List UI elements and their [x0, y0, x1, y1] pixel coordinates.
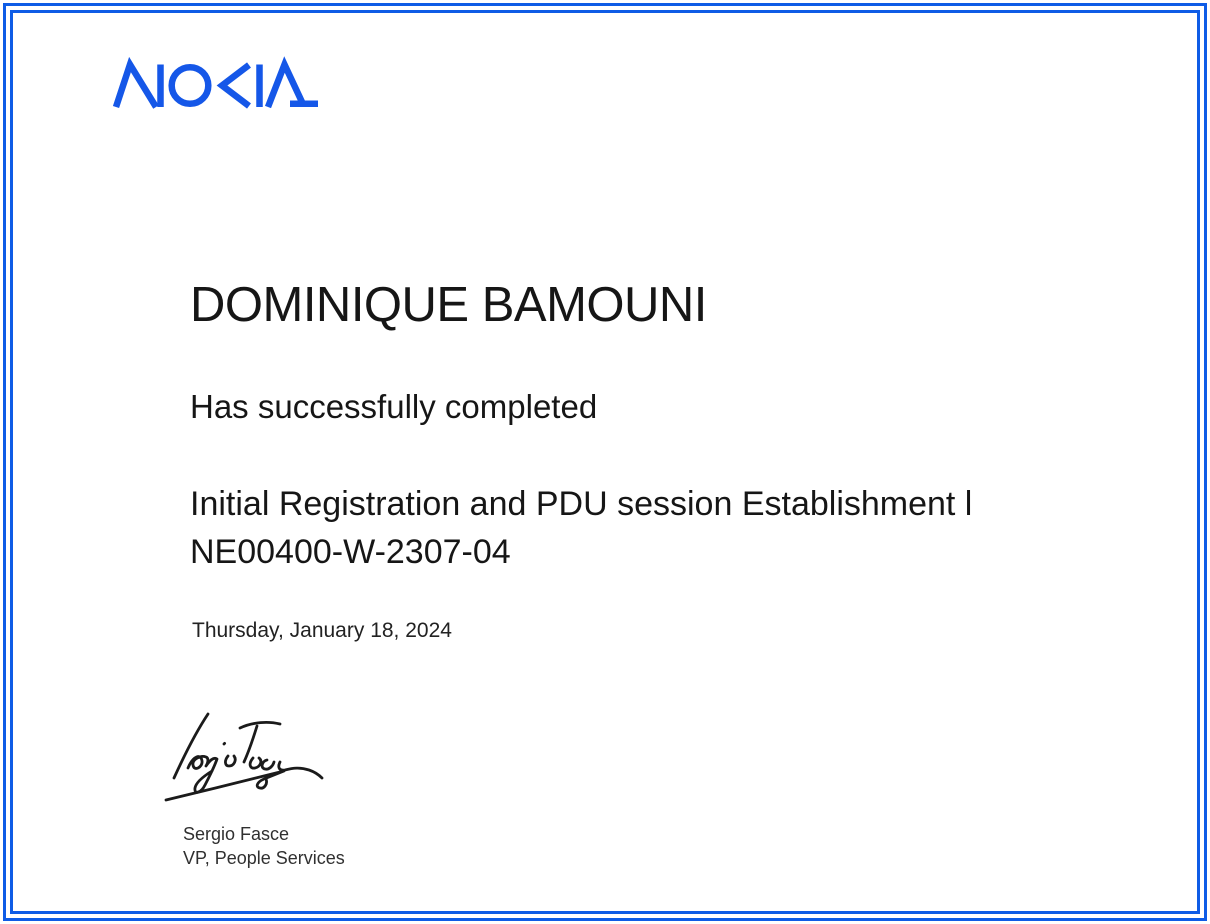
signer-block — [183, 822, 345, 870]
signature-icon — [158, 708, 350, 814]
signer-name: Sergio Fasce — [183, 824, 290, 844]
signer-title: VP, People Services — [183, 848, 345, 868]
nokia-logo-icon — [112, 61, 319, 107]
completion-text: Has successfully completed — [190, 388, 598, 425]
certificate-date: Thursday, January 18, 2024 — [192, 619, 452, 642]
signature-image — [158, 708, 350, 814]
recipient-name: DOMINIQUE BAMOUNI — [190, 278, 707, 332]
course-title: Initial Registration and PDU session Establishment l NE00400-W-2307-04 — [190, 485, 973, 571]
nokia-logo — [112, 61, 319, 107]
